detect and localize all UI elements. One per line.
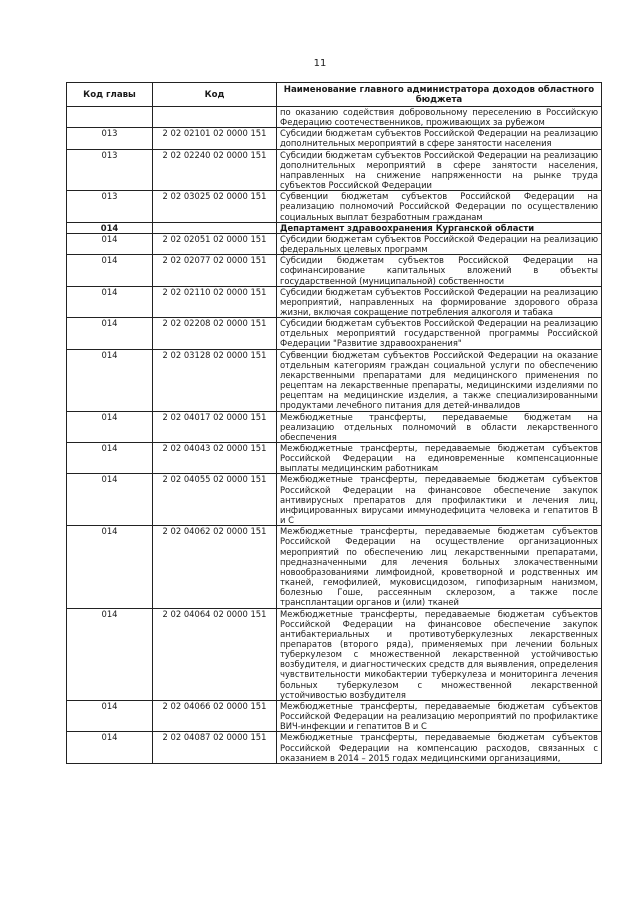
table-row <box>67 286 602 317</box>
revenue-code-cell: 2 02 02110 02 0000 151 <box>153 286 277 317</box>
chapter-code-cell: 014 <box>67 700 153 731</box>
table-row <box>67 700 602 731</box>
table-row <box>67 443 602 474</box>
administrator-name-cell: Межбюджетные трансферты, передаваемые бюджетам на реализацию отдельных полномочий в области лекарственного обеспечения <box>277 411 602 442</box>
chapter-code-cell: 014 <box>67 233 153 254</box>
revenue-code-cell: 2 02 04055 02 0000 151 <box>153 474 277 526</box>
administrator-name-cell: Межбюджетные трансферты, передаваемые бюджетам субъектов Российской Федерации на компенсацию расходов, связанных с оказанием в 2014 – 2015 годах медицинскими организациями, <box>277 732 602 763</box>
administrator-name-cell: Межбюджетные трансферты, передаваемые бюджетам субъектов Российской Федерации на единовременные компенсационные выплаты медицинским работникам <box>277 443 602 474</box>
header-chapter-code: Код главы <box>67 83 153 107</box>
revenue-code-cell: 2 02 04064 02 0000 151 <box>153 608 277 700</box>
revenue-code-cell: 2 02 04066 02 0000 151 <box>153 700 277 731</box>
revenue-code-cell: 2 02 04062 02 0000 151 <box>153 526 277 608</box>
administrator-name-cell: Субсидии бюджетам субъектов Российской Федерации на реализацию дополнительных мероприятий в сфере занятости населения, направленных на снижение напряженности на рынке труда субъектов Российской Федерации <box>277 149 602 191</box>
chapter-code-cell: 014 <box>67 608 153 700</box>
administrator-name-cell: по оказанию содействия добровольному переселению в Российскую Федерацию соотечественников, проживающих за рубежом <box>277 107 602 128</box>
chapter-code-cell: 014 <box>67 526 153 608</box>
revenue-code-cell: 2 02 03128 02 0000 151 <box>153 349 277 411</box>
chapter-code-cell: 014 <box>67 474 153 526</box>
administrator-name-cell: Субсидии бюджетам субъектов Российской Федерации на реализацию дополнительных мероприятий в сфере занятости населения <box>277 128 602 149</box>
chapter-code-cell <box>67 107 153 128</box>
chapter-code-cell: 013 <box>67 128 153 149</box>
chapter-code-cell: 013 <box>67 149 153 191</box>
table-row <box>67 191 602 222</box>
header-administrator-name: Наименование главного администратора доходов областного бюджета <box>277 83 602 107</box>
chapter-code-cell: 013 <box>67 191 153 222</box>
header-code: Код <box>153 83 277 107</box>
chapter-code-cell: 014 <box>67 732 153 763</box>
table-row <box>67 255 602 286</box>
administrator-name-cell: Межбюджетные трансферты, передаваемые бюджетам субъектов Российской Федерации на финансовое обеспечение закупок антивирусных препаратов для профилактики и лечения лиц, инфицированных вирусами иммунодефицита человека и гепатитов В и С <box>277 474 602 526</box>
revenue-code-cell <box>153 222 277 233</box>
revenue-code-cell: 2 02 04087 02 0000 151 <box>153 732 277 763</box>
revenue-code-cell: 2 02 02240 02 0000 151 <box>153 149 277 191</box>
administrator-name-cell: Межбюджетные трансферты, передаваемые бюджетам субъектов Российской Федерации на осуществление организационных мероприятий по обеспечению лиц лекарственными препаратами, предназначенными для лечения больных злокачественными новообразованиями лимфоидной, кроветворной и родственных им тканей, гемофилией, муковисцидозом, гипофизарным нанизмом, болезнью Гоше, рассеянным склерозом, а также после трансплантации органов и (или) тканей <box>277 526 602 608</box>
administrator-name-cell: Субвенции бюджетам субъектов Российской Федерации на оказание отдельным категориям граждан социальной услуги по обеспечению лекарственными препаратами для медицинского применения по рецептам на лекарственные препараты, медицинскими изделиями по рецептам на медицинские изделия, а также специализированными продуктами лечебного питания для детей-инвалидов <box>277 349 602 411</box>
table-row <box>67 128 602 149</box>
revenue-administrators-table <box>66 82 602 764</box>
revenue-code-cell: 2 02 02077 02 0000 151 <box>153 255 277 286</box>
administrator-name-cell: Межбюджетные трансферты, передаваемые бюджетам субъектов Российской Федерации на реализацию мероприятий по профилактике ВИЧ-инфекции и гепатитов В и С <box>277 700 602 731</box>
table-row <box>67 107 602 128</box>
department-row <box>67 222 602 233</box>
table-row <box>67 608 602 700</box>
administrator-name-cell: Департамент здравоохранения Курганской области <box>277 222 602 233</box>
table-header-row <box>67 83 602 107</box>
revenue-code-cell <box>153 107 277 128</box>
revenue-code-cell: 2 02 02051 02 0000 151 <box>153 233 277 254</box>
revenue-code-cell: 2 02 04043 02 0000 151 <box>153 443 277 474</box>
administrator-name-cell: Субсидии бюджетам субъектов Российской Федерации на реализацию отдельных мероприятий государственной программы Российской Федерации "Развитие здравоохранения" <box>277 318 602 349</box>
administrator-name-cell: Межбюджетные трансферты, передаваемые бюджетам субъектов Российской Федерации на финансовое обеспечение закупок антибактериальных и противотуберкулезных лекарственных препаратов (второго ряда), применяемых при лечении больных туберкулезом с множественной лекарственной устойчивостью возбудителя, и диагностических средств для выявления, определения чувствительности микобактерии туберкулеза и мониторинга лечения больных туберкулезом с множественной лекарственной устойчивостью возбудителя <box>277 608 602 700</box>
table-row <box>67 526 602 608</box>
chapter-code-cell: 014 <box>67 411 153 442</box>
chapter-code-cell: 014 <box>67 222 153 233</box>
chapter-code-cell: 014 <box>67 349 153 411</box>
chapter-code-cell: 014 <box>67 443 153 474</box>
table-row <box>67 474 602 526</box>
chapter-code-cell: 014 <box>67 318 153 349</box>
table-row <box>67 318 602 349</box>
table-row <box>67 411 602 442</box>
revenue-code-cell: 2 02 03025 02 0000 151 <box>153 191 277 222</box>
administrator-name-cell: Субсидии бюджетам субъектов Российской Федерации на софинансирование капитальных вложений в объекты государственной (муниципальной) собственности <box>277 255 602 286</box>
table-row <box>67 233 602 254</box>
revenue-code-cell: 2 02 02208 02 0000 151 <box>153 318 277 349</box>
revenue-code-cell: 2 02 02101 02 0000 151 <box>153 128 277 149</box>
table-row <box>67 149 602 191</box>
page-number: 11 <box>313 58 327 69</box>
table-body <box>67 107 602 764</box>
chapter-code-cell: 014 <box>67 255 153 286</box>
administrator-name-cell: Субсидии бюджетам субъектов Российской Федерации на реализацию федеральных целевых программ <box>277 233 602 254</box>
administrator-name-cell: Субвенции бюджетам субъектов Российской Федерации на реализацию полномочий Российской Федерации по осуществлению социальных выплат безработным гражданам <box>277 191 602 222</box>
chapter-code-cell: 014 <box>67 286 153 317</box>
revenue-code-cell: 2 02 04017 02 0000 151 <box>153 411 277 442</box>
table-row <box>67 732 602 763</box>
table-row <box>67 349 602 411</box>
administrator-name-cell: Субсидии бюджетам субъектов Российской Федерации на реализацию мероприятий, направленных на формирование здорового образа жизни, включая сокращение потребления алкоголя и табака <box>277 286 602 317</box>
